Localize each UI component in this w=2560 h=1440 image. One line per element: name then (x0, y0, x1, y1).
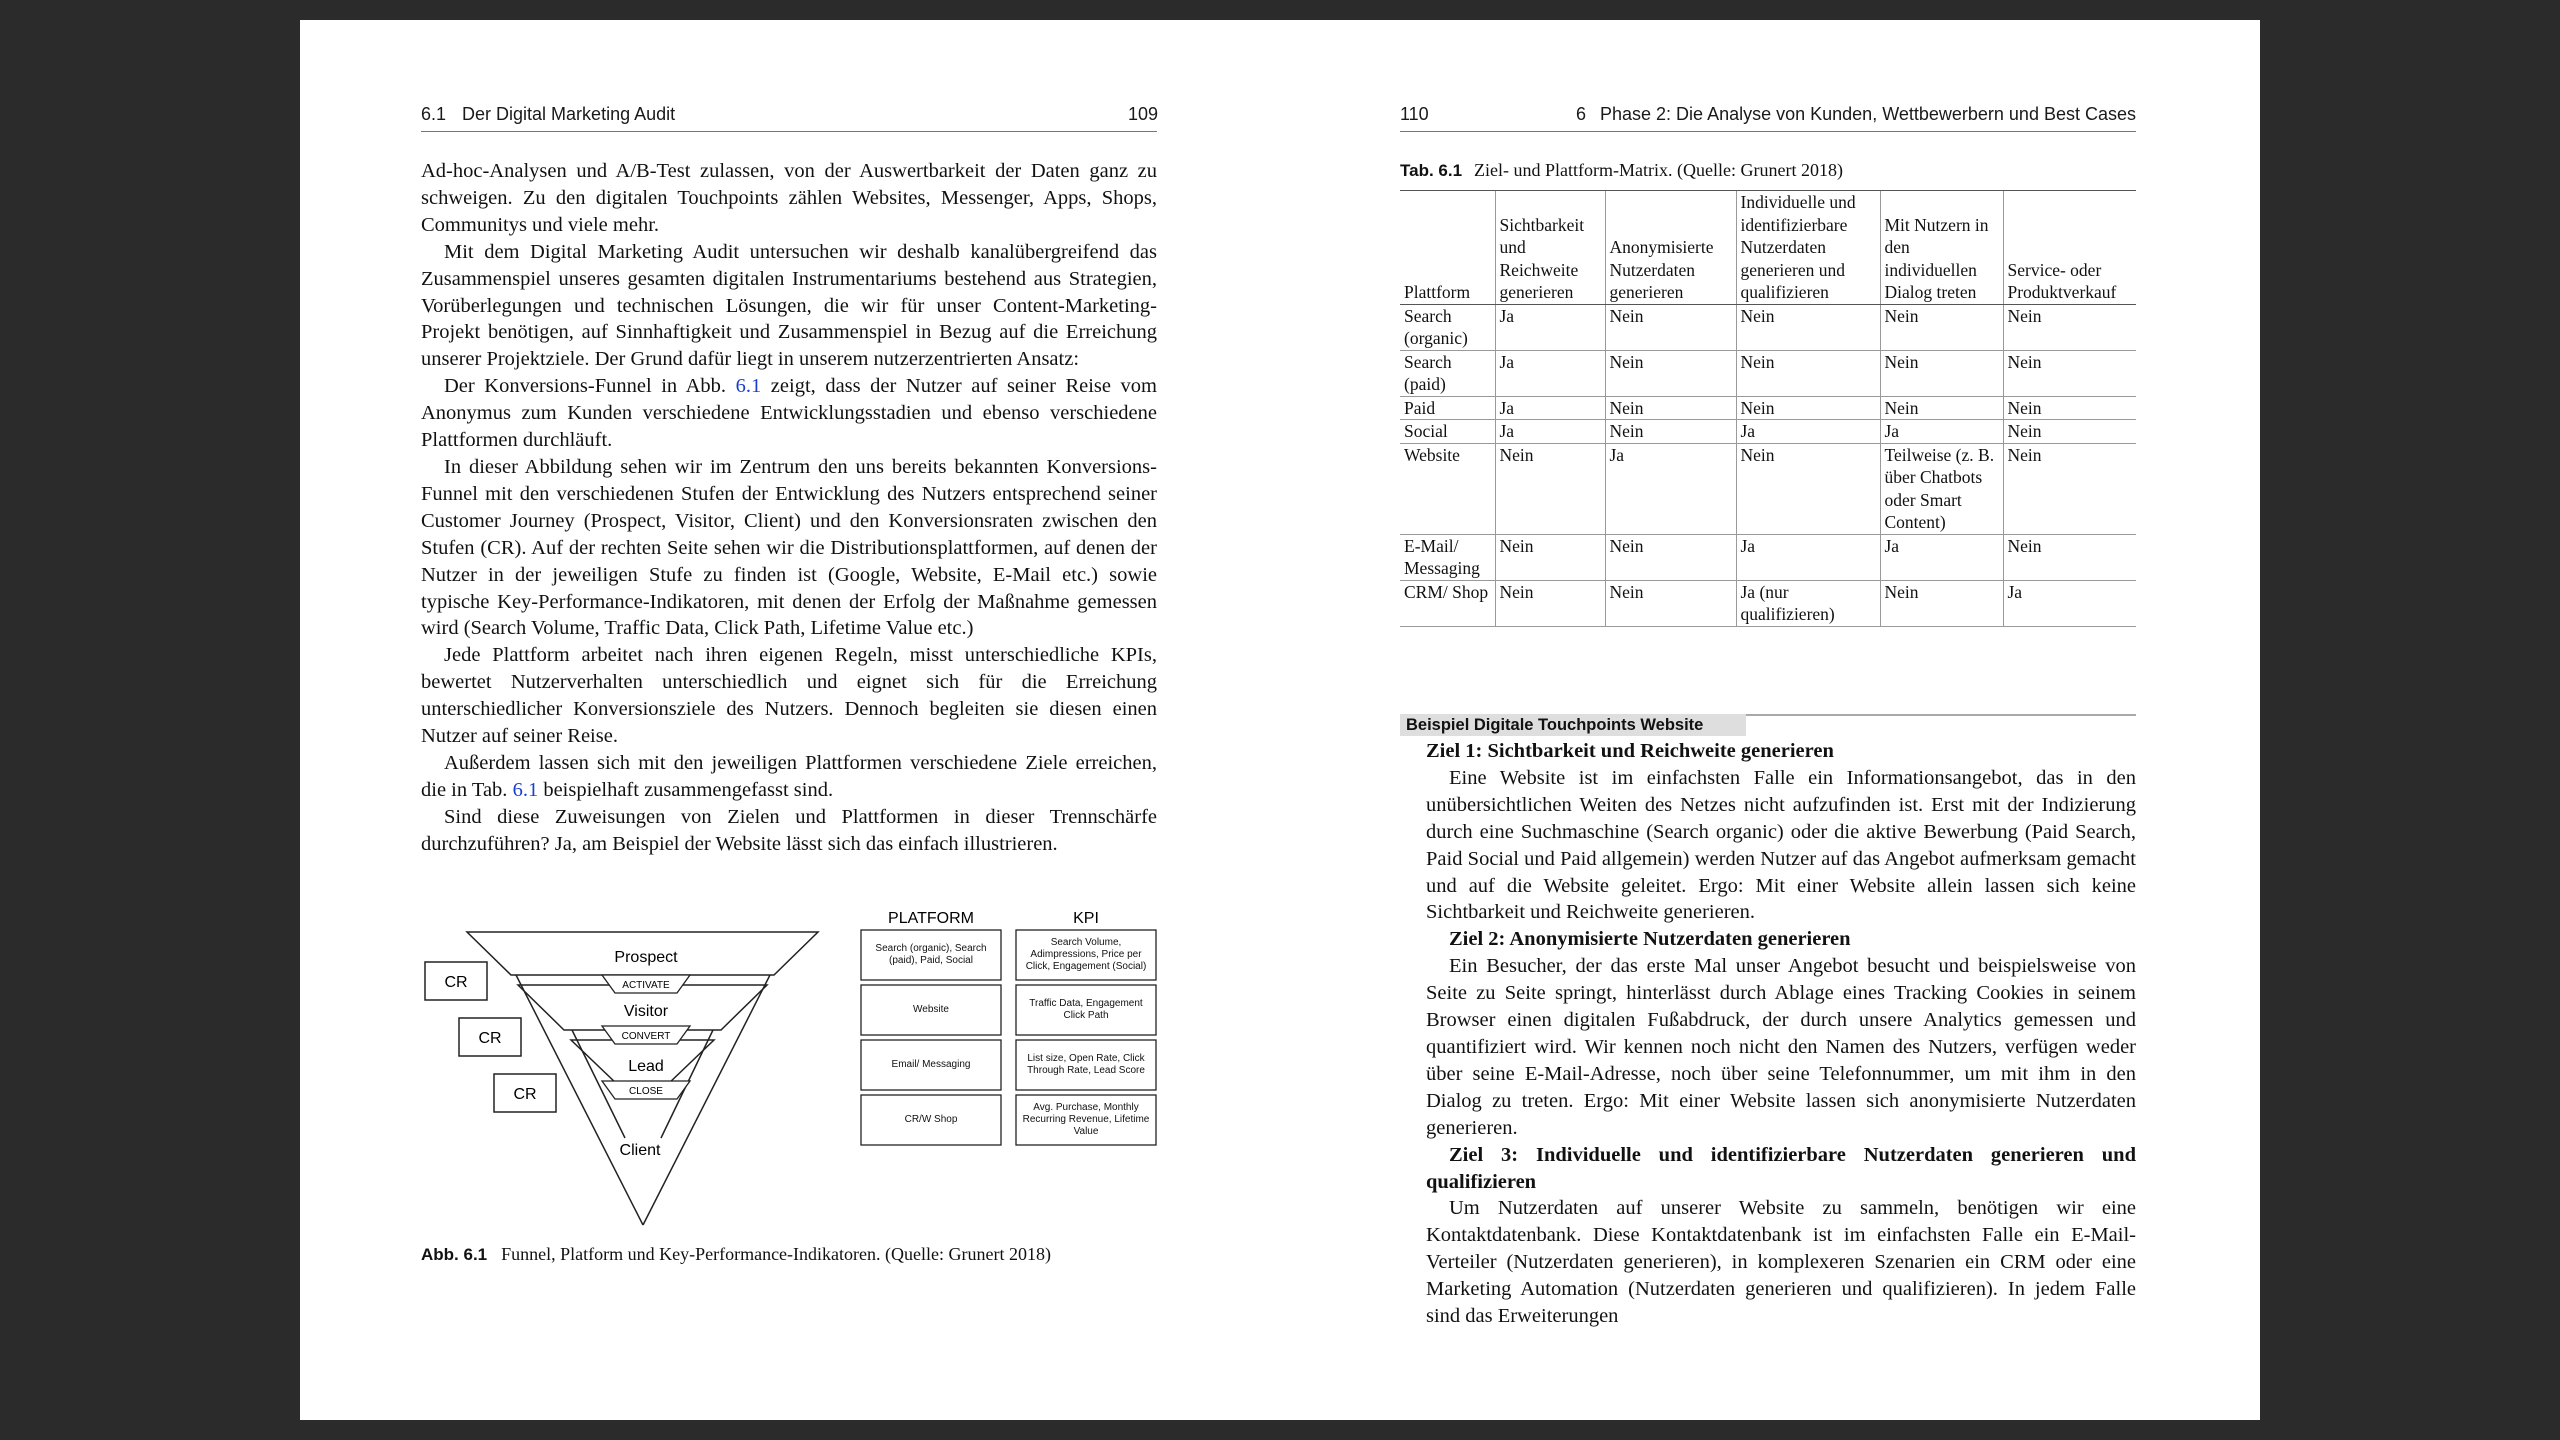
section-title: Der Digital Marketing Audit (462, 104, 676, 124)
matrix-table (1400, 191, 2136, 627)
matrix-table-wrap (1400, 190, 2136, 627)
table-cell: Nein (2003, 534, 2136, 580)
table-cell: Search (paid) (1400, 350, 1495, 396)
table-header-cell: Service- oder Produktverkauf (2003, 191, 2136, 304)
kpi-text: Search Volume, Adimpressions, Price per Click, Engagement (Social) (1025, 937, 1147, 972)
table-cell: Nein (1605, 580, 1736, 626)
table-cell: Teilweise (z. B. über Chatbots oder Smart Content) (1880, 443, 2003, 534)
table-caption (1400, 160, 1843, 181)
table-cell: Nein (1605, 420, 1736, 444)
goal-heading: Ziel 1: Sichtbarkeit und Reichweite generieren (1426, 740, 1834, 762)
table-row (1400, 580, 2136, 626)
goal-text: Eine Website ist im einfachsten Falle ein Informationsangebot, das in den unübersichtlichen Weiten des Netzes nicht aufzufinden ist. Erst mit der Indizierung durch eine Suchmaschine (Search organic) oder die aktive Bewerbung (Paid Search, Paid Social und Paid allgemein) werden Nutzer auf das Angebot aufmerksam gemacht und auf die Website geleitet. Ergo: Mit einer Website allein lassen sich keine Sichtbarkeit und Reichweite generieren. (1426, 766, 2136, 924)
figure-caption (421, 1244, 1157, 1265)
table-cell: Website (1400, 443, 1495, 534)
table-cell: Search (organic) (1400, 304, 1495, 350)
cr-label: CR (513, 1086, 537, 1103)
figure-link[interactable]: 6.1 (735, 375, 762, 398)
table-caption-label: Tab. 6.1 (1400, 161, 1463, 180)
table-header-cell: Mit Nutzern in den individuellen Dialog treten (1880, 191, 2003, 304)
table-cell: Nein (1495, 443, 1605, 534)
book-spread (300, 20, 2260, 1420)
table-row (1400, 350, 2136, 396)
table-cell: Ja (1495, 350, 1605, 396)
kpi-header: KPI (1073, 910, 1099, 927)
table-cell: Nein (1605, 396, 1736, 420)
funnel-figure (415, 880, 1175, 1250)
table-header-cell: Plattform (1400, 191, 1495, 304)
paragraph: In dieser Abbildung sehen wir im Zentrum den uns bereits bekannten Konversions-Funnel mit den verschiedenen Stufen der Entwicklung des Nutzers entsprechend seiner Customer Journey (Prospect, Visitor, Client) und den Konversionsraten zwischen den Stufen (CR). Auf der rechten Seite sehen wir die Distributionsplattformen, auf denen der Nutzer in der jeweiligen Stufe zu finden ist (Google, Website, E-Mail etc.) sowie typische Key-Performance-Indikatoren, mit denen der Erfolg der Maßnahme gemessen wird (Search Volume, Traffic Data, Click Path, Lifetime Value etc.) (421, 455, 1157, 640)
table-cell: Nein (1736, 350, 1880, 396)
table-cell: Nein (1880, 396, 2003, 420)
left-page-number: 109 (1128, 104, 1159, 124)
table-cell: Nein (1605, 350, 1736, 396)
right-page-number: 110 (1400, 104, 1429, 124)
table-cell: Paid (1400, 396, 1495, 420)
table-row (1400, 443, 2136, 534)
table-cell: Nein (2003, 396, 2136, 420)
section-number: 6.1 (421, 104, 447, 124)
table-cell: Nein (1880, 304, 2003, 350)
table-row (1400, 534, 2136, 580)
paragraph: Ad-hoc-Analysen und A/B-Test zulassen, von der Auswertbarkeit der Daten ganz zu schweigen. Zu den digitalen Touchpoints zählen Websites, Messenger, Apps, Shops, Communitys und viele mehr. (421, 160, 1157, 236)
platform-text: Search (organic), Search (paid), Paid, Social (875, 943, 987, 966)
paragraph: Jede Plattform arbeitet nach ihren eigenen Regeln, misst unterschiedliche KPIs, bewertet Nutzerverhalten unterschiedlich und eignet sich für die Erreichung unterschiedlicher Konversionsziele des Nutzers. Dennoch begleiten sie diesen einen Nutzer auf seiner Reise. (421, 644, 1157, 748)
kpi-text: Traffic Data, Engagement Click Path (1029, 998, 1143, 1021)
right-running-head (1576, 104, 2136, 125)
example-box-title: Beispiel Digitale Touchpoints Website (1400, 714, 1746, 736)
goal-text: Ein Besucher, der das erste Mal unser Angebot besucht und beispielsweise von Seite zu Seite springt, hinterlässt durch Ablage eines Tracking Cookies in seinem Browser einen digitalen Fußabdruck, der durch unsere Analytics gemessen und quantifiziert wird. Wir kennen noch nicht den Namen des Nutzers, verfügen weder über seine E-Mail-Adresse, noch über seine Telefonnummer, um mit ihm in den Dialog zu treten. Ergo: Mit einer Website lassen sich anonymisierte Nutzerdaten generieren. (1426, 955, 2136, 1139)
table-cell: Social (1400, 420, 1495, 444)
table-cell: Ja (1736, 420, 1880, 444)
table-cell: Ja (1495, 396, 1605, 420)
goal-heading: Ziel 3: Individuelle und identifizierbare Nutzerdaten generieren und qualifizieren (1426, 1143, 2136, 1193)
kpi-text: Avg. Purchase, Monthly Recurring Revenue, Lifetime Value (1022, 1102, 1150, 1137)
example-box-body (1426, 738, 2136, 1330)
table-cell: Ja (1605, 443, 1736, 534)
left-running-head (421, 104, 675, 125)
transition-label: CONVERT (621, 1031, 671, 1042)
table-cell: Ja (1736, 534, 1880, 580)
table-cell: Nein (2003, 443, 2136, 534)
chapter-number: 6 (1575, 104, 1586, 124)
table-row (1400, 396, 2136, 420)
table-cell: Ja (1495, 304, 1605, 350)
table-header-cell: Sichtbarkeit und Reichweite generieren (1495, 191, 1605, 304)
table-cell: Nein (1495, 534, 1605, 580)
table-header-row (1400, 191, 2136, 304)
table-cell: Ja (nur qualifizieren) (1736, 580, 1880, 626)
figure-caption-text: Funnel, Platform und Key-Performance-Indikatoren. (Quelle: Grunert 2018) (501, 1244, 1051, 1264)
table-cell: Ja (1880, 420, 2003, 444)
stage-label: Visitor (623, 1003, 669, 1020)
stage-label: Client (619, 1142, 661, 1159)
table-link[interactable]: 6.1 (512, 778, 539, 801)
table-cell: Nein (1495, 580, 1605, 626)
table-header-cell: Anonymisierte Nutzerdaten generieren (1605, 191, 1736, 304)
cr-label: CR (478, 1030, 502, 1047)
table-cell: CRM/ Shop (1400, 580, 1495, 626)
goal-text: Um Nutzerdaten auf unserer Website zu sammeln, benötigen wir eine Kontaktdatenbank. Diese Kontaktdatenbank ist im einfachsten Falle ein E-Mail-Verteiler (Nutzerdaten generieren), in komplexeren Szenarien ein CRM oder eine Marketing Automation (Nutzerdaten generieren und qualifizieren). In jedem Falle sind das Erweiterungen (1426, 1197, 2136, 1328)
table-cell: Ja (1495, 420, 1605, 444)
figure-caption-label: Abb. 6.1 (421, 1245, 488, 1264)
table-cell: Nein (2003, 304, 2136, 350)
table-header-cell: Individuelle und identifizierbare Nutzerdaten generieren und qualifizieren (1736, 191, 1880, 304)
chapter-title: Phase 2: Die Analyse von Kunden, Wettbewerbern und Best Cases (1600, 104, 2136, 124)
left-header-rule (421, 131, 1157, 132)
platform-text: Website (913, 1004, 949, 1015)
table-row (1400, 420, 2136, 444)
table-cell: Nein (1880, 350, 2003, 396)
table-cell: Nein (2003, 420, 2136, 444)
transition-label: CLOSE (629, 1086, 663, 1097)
table-cell: Nein (1880, 580, 2003, 626)
right-header-rule (1400, 131, 2136, 132)
table-cell: Nein (1736, 396, 1880, 420)
stage-label: Lead (628, 1058, 664, 1075)
stage-label: Prospect (614, 949, 678, 966)
platform-header: PLATFORM (888, 910, 974, 927)
table-cell: E-Mail/ Messaging (1400, 534, 1495, 580)
cr-label: CR (444, 974, 468, 991)
paragraph: Sind diese Zuweisungen von Zielen und Plattformen in dieser Trennschärfe durchzuführen? Ja, am Beispiel der Website lässt sich das einfach illustrieren. (421, 805, 1157, 855)
table-cell: Nein (1605, 304, 1736, 350)
platform-text: CR/W Shop (904, 1114, 958, 1125)
left-body-text (421, 158, 1157, 858)
table-caption-text: Ziel- und Plattform-Matrix. (Quelle: Grunert 2018) (1474, 160, 1843, 180)
kpi-text: List size, Open Rate, Click Through Rate, Lead Score (1027, 1053, 1145, 1076)
table-cell: Nein (1736, 443, 1880, 534)
table-cell: Nein (1605, 534, 1736, 580)
table-cell: Ja (2003, 580, 2136, 626)
table-cell: Nein (2003, 350, 2136, 396)
paragraph: Außerdem lassen sich mit den jeweiligen Plattformen verschiedene Ziele erreichen, die in Tab. 6.1 beispielhaft zusammengefasst sind. (421, 751, 1157, 801)
paragraph: Der Konversions-Funnel in Abb. 6.1 zeigt, dass der Nutzer auf seiner Reise vom Anonymus zum Kunden verschiedene Entwicklungsstadien und ebenso verschiedene Plattformen durchläuft. (421, 375, 1158, 452)
goal-heading: Ziel 2: Anonymisierte Nutzerdaten generieren (1449, 928, 1851, 951)
platform-text: Email/ Messaging (891, 1059, 971, 1070)
table-row (1400, 304, 2136, 350)
table-cell: Ja (1880, 534, 2003, 580)
paragraph: Mit dem Digital Marketing Audit untersuchen wir deshalb kanalübergreifend das Zusammenspiel unseres gesamten digitalen Instrumentariums bestehend aus Strategien, Vorüberlegungen und technischen Lösungen, die wir für unser Content-Marketing-Projekt benötigen, auf Sinnhaftigkeit und Zusammenspiel in Bezug auf die Erreichung unserer Projektziele. Der Grund dafür liegt in unserem nutzerzentrierten Ansatz: (421, 240, 1157, 371)
transition-label: ACTIVATE (622, 980, 670, 991)
table-cell: Nein (1736, 304, 1880, 350)
